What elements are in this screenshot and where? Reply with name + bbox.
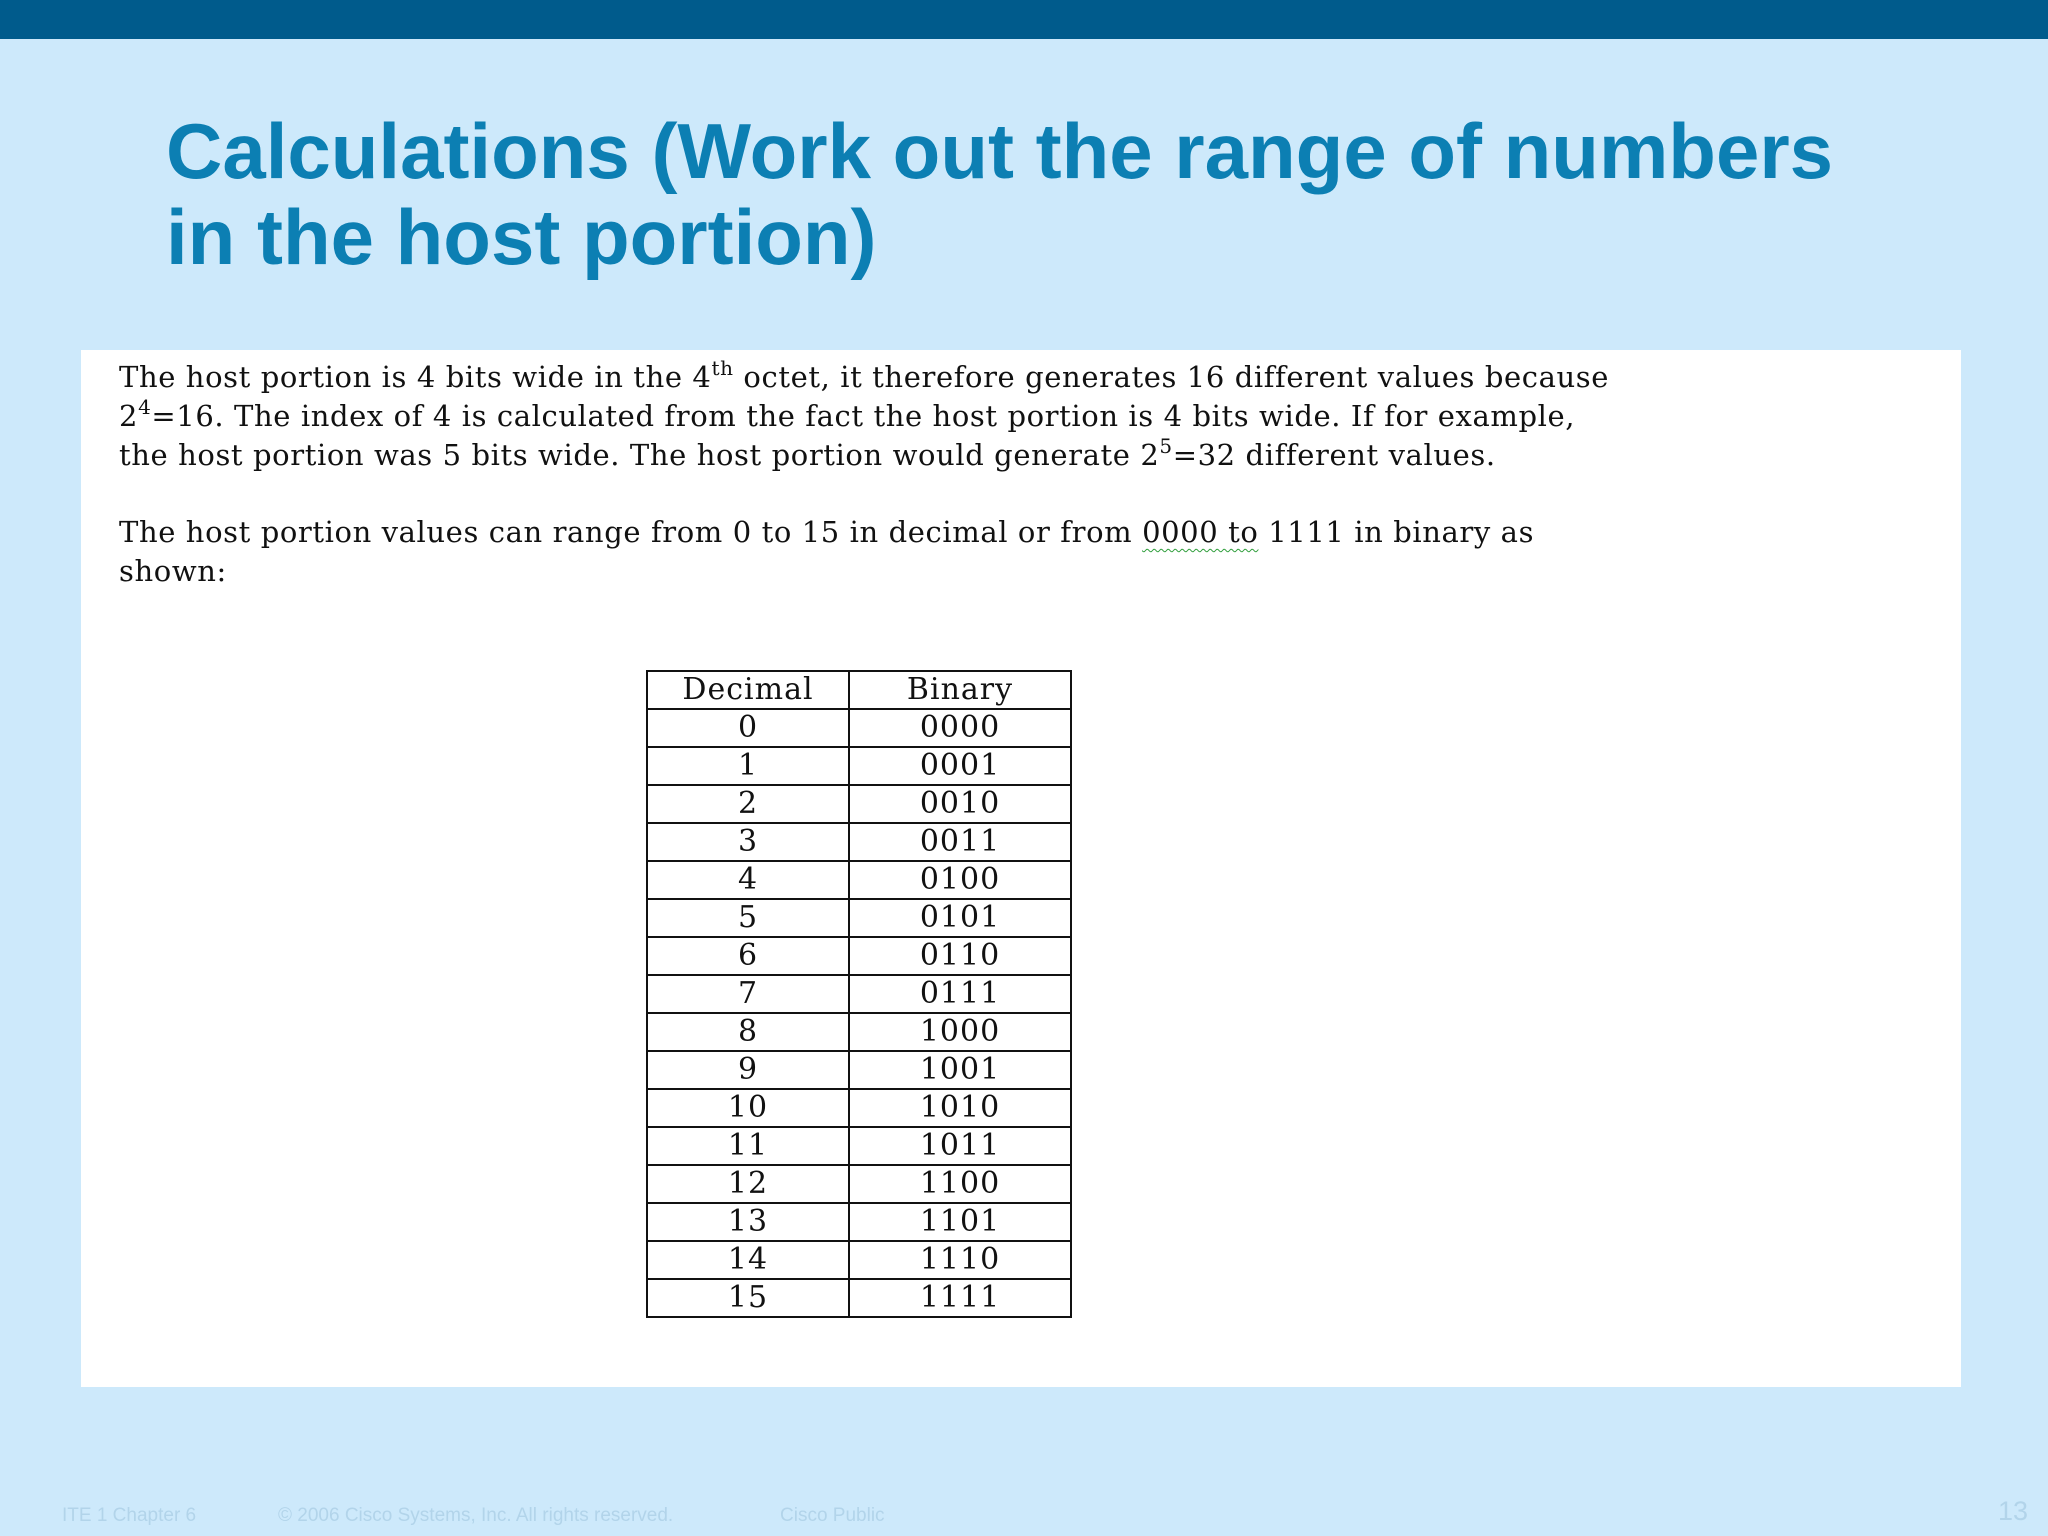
decimal-cell: 11 (647, 1127, 849, 1165)
binary-cell: 0010 (849, 785, 1071, 823)
decimal-cell: 12 (647, 1165, 849, 1203)
binary-cell: 1101 (849, 1203, 1071, 1241)
decimal-cell: 1 (647, 747, 849, 785)
text-run: the host portion was 5 bits wide. The host portion would generate 2 (119, 438, 1160, 472)
slide-title-line-2: in the host portion) (166, 193, 877, 281)
binary-cell: 0101 (849, 899, 1071, 937)
binary-cell: 0110 (849, 937, 1071, 975)
decimal-cell: 3 (647, 823, 849, 861)
table-row (647, 1127, 1071, 1165)
content-panel (81, 350, 1961, 1387)
table-row (647, 975, 1071, 1013)
binary-cell: 1000 (849, 1013, 1071, 1051)
table-row (647, 1165, 1071, 1203)
table-body (647, 709, 1071, 1317)
table-row (647, 1241, 1071, 1279)
decimal-cell: 4 (647, 861, 849, 899)
slide-title (166, 108, 1966, 280)
footer-chapter: ITE 1 Chapter 6 (62, 1505, 197, 1526)
decimal-cell: 10 (647, 1089, 849, 1127)
table-row (647, 823, 1071, 861)
decimal-cell: 2 (647, 785, 849, 823)
footer-classification: Cisco Public (780, 1505, 885, 1526)
text-run: =32 different values. (1172, 438, 1496, 472)
page-number: 13 (1998, 1496, 2029, 1526)
text-run: shown: (119, 554, 227, 588)
slide-title-line-1: Calculations (Work out the range of numbers (166, 107, 1834, 195)
decimal-cell: 9 (647, 1051, 849, 1089)
binary-cell: 1111 (849, 1279, 1071, 1317)
text-run: 2 (119, 399, 139, 433)
binary-cell: 1010 (849, 1089, 1071, 1127)
table-row (647, 709, 1071, 747)
table-row (647, 861, 1071, 899)
table-row (647, 1203, 1071, 1241)
text-run: octet, it therefore generates 16 different values because (733, 360, 1609, 394)
binary-cell: 1100 (849, 1165, 1071, 1203)
column-header-binary: Binary (849, 671, 1071, 709)
table-row (647, 1279, 1071, 1317)
binary-cell: 1011 (849, 1127, 1071, 1165)
binary-cell: 0001 (849, 747, 1071, 785)
text-run: 1111 in binary as (1258, 515, 1535, 549)
decimal-cell: 7 (647, 975, 849, 1013)
column-header-decimal: Decimal (647, 671, 849, 709)
table-row (647, 1051, 1071, 1089)
superscript: th (711, 356, 734, 380)
binary-cell: 0111 (849, 975, 1071, 1013)
decimal-cell: 5 (647, 899, 849, 937)
spellcheck-underlined-text: 0000 to (1142, 515, 1259, 549)
range-explanation (119, 513, 2019, 591)
table-row (647, 1089, 1071, 1127)
decimal-cell: 6 (647, 937, 849, 975)
top-banner-bar (0, 0, 2048, 39)
decimal-cell: 15 (647, 1279, 849, 1317)
decimal-cell: 0 (647, 709, 849, 747)
text-run: The host portion is 4 bits wide in the 4 (119, 360, 712, 394)
decimal-binary-table (646, 670, 1072, 1318)
decimal-cell: 8 (647, 1013, 849, 1051)
superscript: 4 (138, 395, 152, 419)
binary-cell: 1001 (849, 1051, 1071, 1089)
table-row (647, 785, 1071, 823)
table-row (647, 937, 1071, 975)
binary-cell: 1110 (849, 1241, 1071, 1279)
decimal-cell: 14 (647, 1241, 849, 1279)
text-run: The host portion values can range from 0 to 15 in decimal or from (119, 515, 1143, 549)
binary-cell: 0011 (849, 823, 1071, 861)
binary-cell: 0100 (849, 861, 1071, 899)
superscript: 5 (1159, 434, 1173, 458)
table-header-row (647, 671, 1071, 709)
host-portion-explanation (119, 358, 2019, 475)
binary-cell: 0000 (849, 709, 1071, 747)
text-run: =16. The index of 4 is calculated from the fact the host portion is 4 bits wide. If for example, (151, 399, 1576, 433)
decimal-cell: 13 (647, 1203, 849, 1241)
table-row (647, 899, 1071, 937)
footer-copyright: © 2006 Cisco Systems, Inc. All rights reserved. (278, 1505, 674, 1526)
table-row (647, 747, 1071, 785)
table-row (647, 1013, 1071, 1051)
